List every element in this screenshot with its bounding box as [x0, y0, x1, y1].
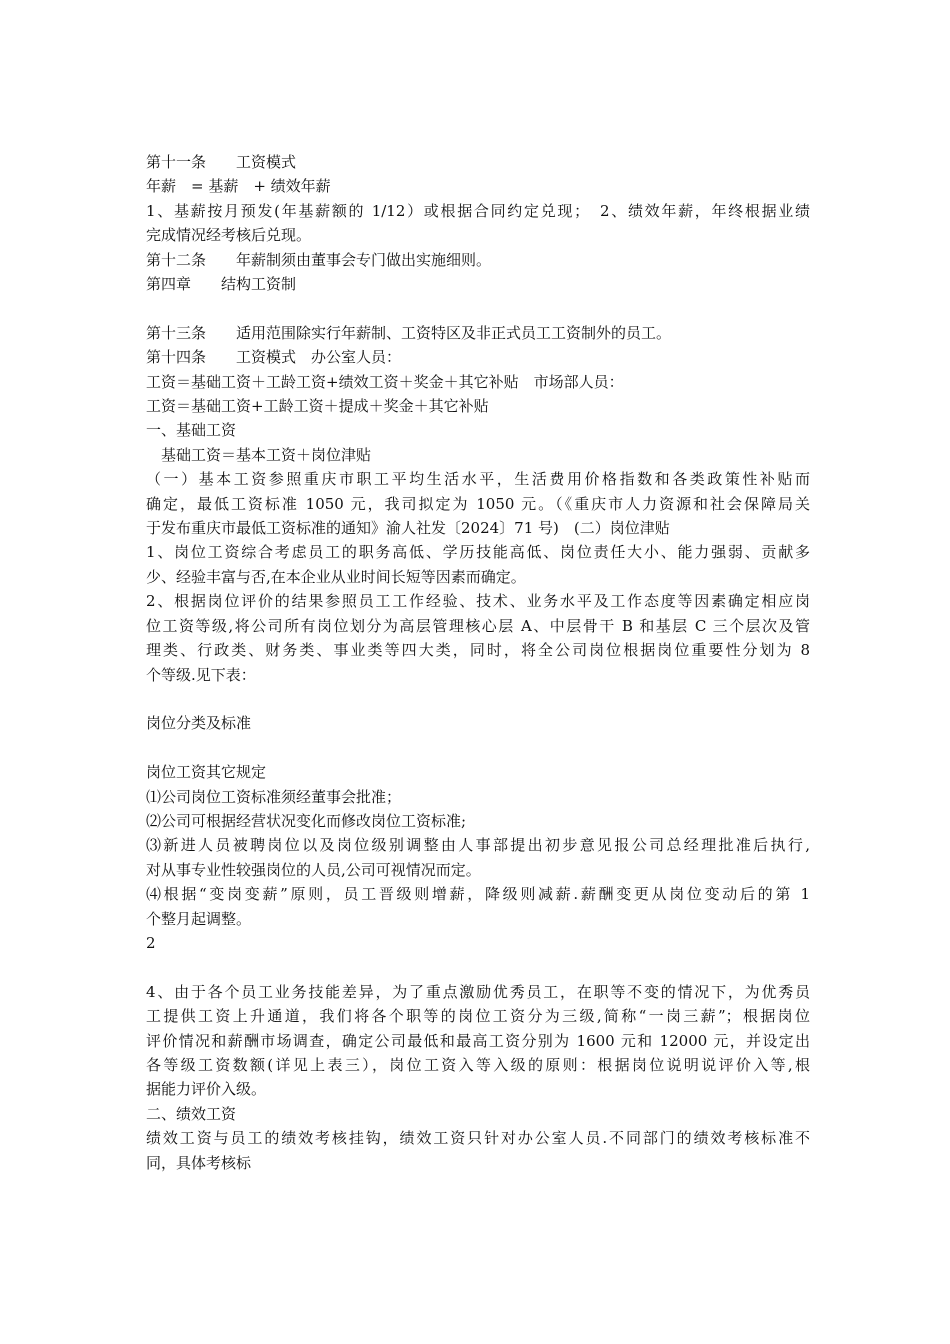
blank-line: [146, 736, 810, 760]
blank-line: [146, 687, 810, 711]
section-basic-salary: 一、基础工资: [146, 421, 237, 440]
paragraph-line: （一）基本工资参照重庆市职工平均生活水平，生活费用价格指数和各类政策性补贴而: [146, 470, 810, 489]
rule-item: ⑵公司可根据经营状况变化而修改岗位工资标准;: [146, 811, 467, 830]
paragraph-line: 1、岗位工资综合考虑员工的职务高低、学历技能高低、岗位责任大小、能力强弱、贡献多: [146, 543, 810, 562]
chapter-4-heading: 第四章 结构工资制: [146, 275, 297, 294]
paragraph-line: 4、由于各个员工业务技能差异，为了重点激励优秀员工，在职等不变的情况下，为优秀员: [146, 982, 810, 1001]
paragraph-line: 确定，最低工资标准 1050 元，我司拟定为 1050 元。（《重庆市人力资源和社会保障局关: [146, 494, 810, 513]
paragraph-line: 完成情况经考核后兑现。: [146, 226, 312, 245]
article-13-heading: 第十三条 适用范围除实行年薪制、工资特区及非正式员工工资制外的员工。: [146, 323, 672, 342]
page-number: 2: [146, 933, 156, 952]
blank-line: [146, 296, 810, 320]
rule-item-continued: 个整月起调整。: [146, 909, 252, 928]
basic-salary-formula: 基础工资＝基本工资＋岗位津贴: [146, 445, 372, 464]
other-rules-heading: 岗位工资其它规定: [146, 763, 267, 782]
market-salary-formula: 工资＝基础工资+工龄工资＋提成＋奖金＋其它补贴: [146, 397, 489, 416]
paragraph-line: 于发布重庆市最低工资标准的通知》渝人社发〔2024〕71 号) (二）岗位津贴: [146, 519, 670, 538]
paragraph-line: 少、经验丰富与否,在本企业从业时间长短等因素而确定。: [146, 567, 526, 586]
rule-item: ⑴公司岗位工资标准须经董事会批准；: [146, 787, 402, 806]
document-body: [146, 150, 810, 1175]
annual-salary-formula: 年薪 = 基薪 + 绩效年薪: [146, 177, 331, 196]
rule-item: ⑶新进人员被聘岗位以及岗位级别调整由人事部提出初步意见报公司总经理批准后执行,: [146, 836, 810, 855]
table-caption: 岗位分类及标准: [146, 714, 252, 733]
paragraph-line: 个等级.见下表：: [146, 665, 256, 684]
rule-item-continued: 对从事专业性较强岗位的人员,公司可视情况而定。: [146, 860, 481, 879]
paragraph-line: 评价情况和薪酬市场调查，确定公司最低和最高工资分别为 1600 元和 12000 元，并设定出: [146, 1031, 810, 1050]
paragraph-line: 2、根据岗位评价的结果参照员工工作经验、技术、业务水平及工作态度等因素确定相应岗: [146, 592, 810, 611]
article-14-heading: 第十四条 工资模式 办公室人员：: [146, 348, 402, 367]
blank-line: [146, 955, 810, 979]
paragraph-line: 理类、行政类、财务类、事业类等四大类，同时，将全公司岗位根据岗位重要性分划为 8: [146, 641, 810, 660]
paragraph-line: 1、基薪按月预发(年基薪额的 1/12）或根据合同约定兑现； 2、绩效年薪，年终根据业绩: [146, 201, 810, 220]
section-performance-salary: 二、绩效工资: [146, 1104, 237, 1123]
paragraph-line: 据能力评价入级。: [146, 1080, 267, 1099]
article-11-heading: 第十一条 工资模式: [146, 153, 297, 171]
paragraph-line: 各等级工资数额(详见上表三），岗位工资入等入级的原则：根据岗位说明说评价入等,根: [146, 1055, 810, 1074]
paragraph-line: 位工资等级,将公司所有岗位划分为高层管理核心层 A、中层骨干 B 和基层 C 三个层次及管: [146, 616, 810, 635]
article-12-heading: 第十二条 年薪制须由董事会专门做出实施细则。: [146, 250, 492, 269]
paragraph-line: 绩效工资与员工的绩效考核挂钩，绩效工资只针对办公室人员.不同部门的绩效考核标准不: [146, 1129, 810, 1148]
rule-item: ⑷根据“变岗变薪”原则，员工晋级则增薪，降级则减薪.薪酬变更从岗位变动后的第 1: [146, 885, 810, 904]
paragraph-line: 工提供工资上升通道，我们将各个职等的岗位工资分为三级,简称“一岗三薪”；根据岗位: [146, 1007, 810, 1026]
paragraph-line: 同，具体考核标: [146, 1153, 252, 1172]
office-salary-formula: 工资＝基础工资＋工龄工资+绩效工资＋奖金＋其它补贴 市场部人员：: [146, 372, 624, 391]
